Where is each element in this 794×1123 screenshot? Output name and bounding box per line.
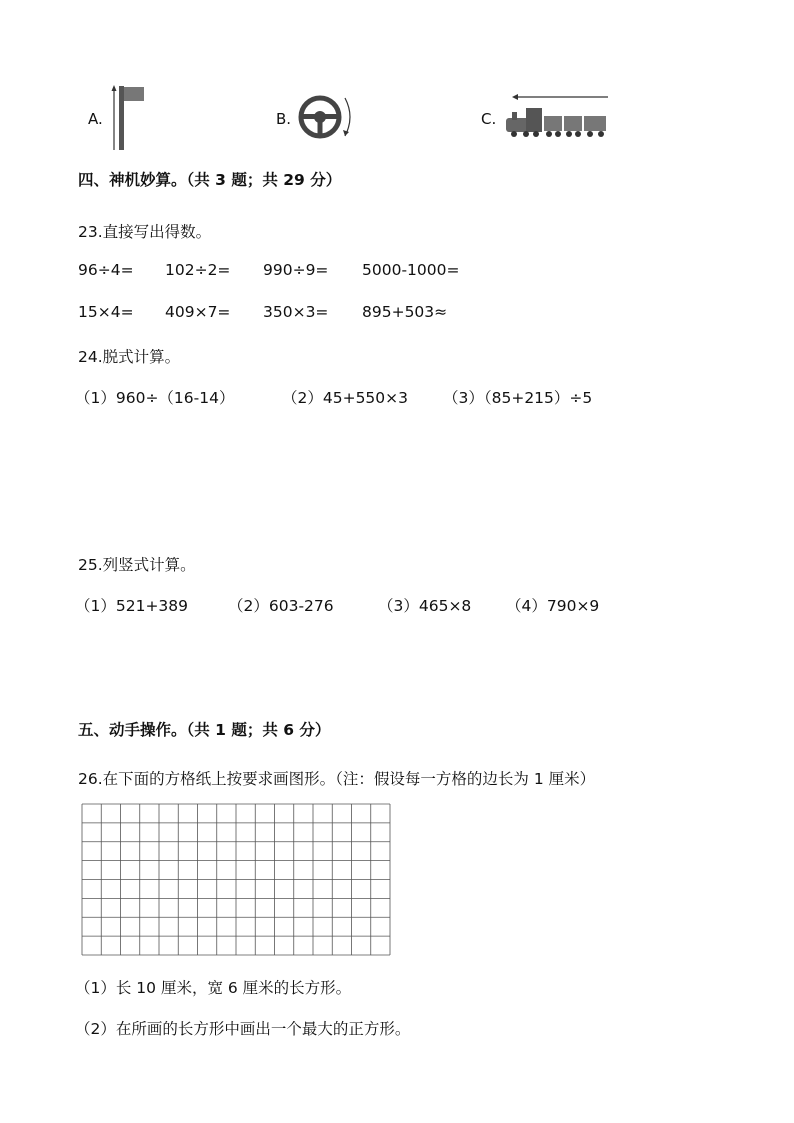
- section-4-title: 四、神机妙算。（共 3 题；共 29 分）: [78, 171, 342, 189]
- q23-item: 15×4=: [78, 303, 134, 321]
- grid-paper[interactable]: [81, 803, 391, 956]
- question-24-title: 24.脱式计算。: [78, 348, 181, 366]
- option-a-label: A.: [88, 110, 103, 128]
- q23-item: 895+503≈: [362, 303, 448, 321]
- question-26-title: 26.在下面的方格纸上按要求画图形。（注：假设每一方格的边长为 1 厘米）: [78, 770, 596, 788]
- section-5-title: 五、动手操作。（共 1 题；共 6 分）: [78, 721, 331, 739]
- q25-item: （3）465×8: [378, 597, 472, 615]
- q23-item: 96÷4=: [78, 261, 134, 279]
- flag-icon: [110, 84, 150, 152]
- q25-item: （1）521+389: [75, 597, 189, 615]
- question-25-title: 25.列竖式计算。: [78, 556, 196, 574]
- option-b-label: B.: [276, 110, 292, 128]
- q24-item: （2）45+550×3: [282, 389, 409, 407]
- q23-item: 990÷9=: [263, 261, 329, 279]
- train-icon: [504, 90, 614, 140]
- q25-item: （2）603-276: [228, 597, 334, 615]
- option-c-label: C.: [481, 110, 497, 128]
- question-26-sub-2: （2）在所画的长方形中画出一个最大的正方形。: [75, 1020, 411, 1038]
- q23-item: 102÷2=: [165, 261, 231, 279]
- steering-wheel-icon: [298, 92, 356, 142]
- q23-item: 409×7=: [165, 303, 231, 321]
- q24-item: （3）（85+215）÷5: [443, 389, 593, 407]
- q23-item: 5000-1000=: [362, 261, 460, 279]
- question-26-sub-1: （1）长 10 厘米，宽 6 厘米的长方形。: [75, 979, 352, 997]
- q25-item: （4）790×9: [506, 597, 600, 615]
- q24-item: （1）960÷（16-14）: [75, 389, 235, 407]
- q23-item: 350×3=: [263, 303, 329, 321]
- question-23-title: 23.直接写出得数。: [78, 223, 212, 241]
